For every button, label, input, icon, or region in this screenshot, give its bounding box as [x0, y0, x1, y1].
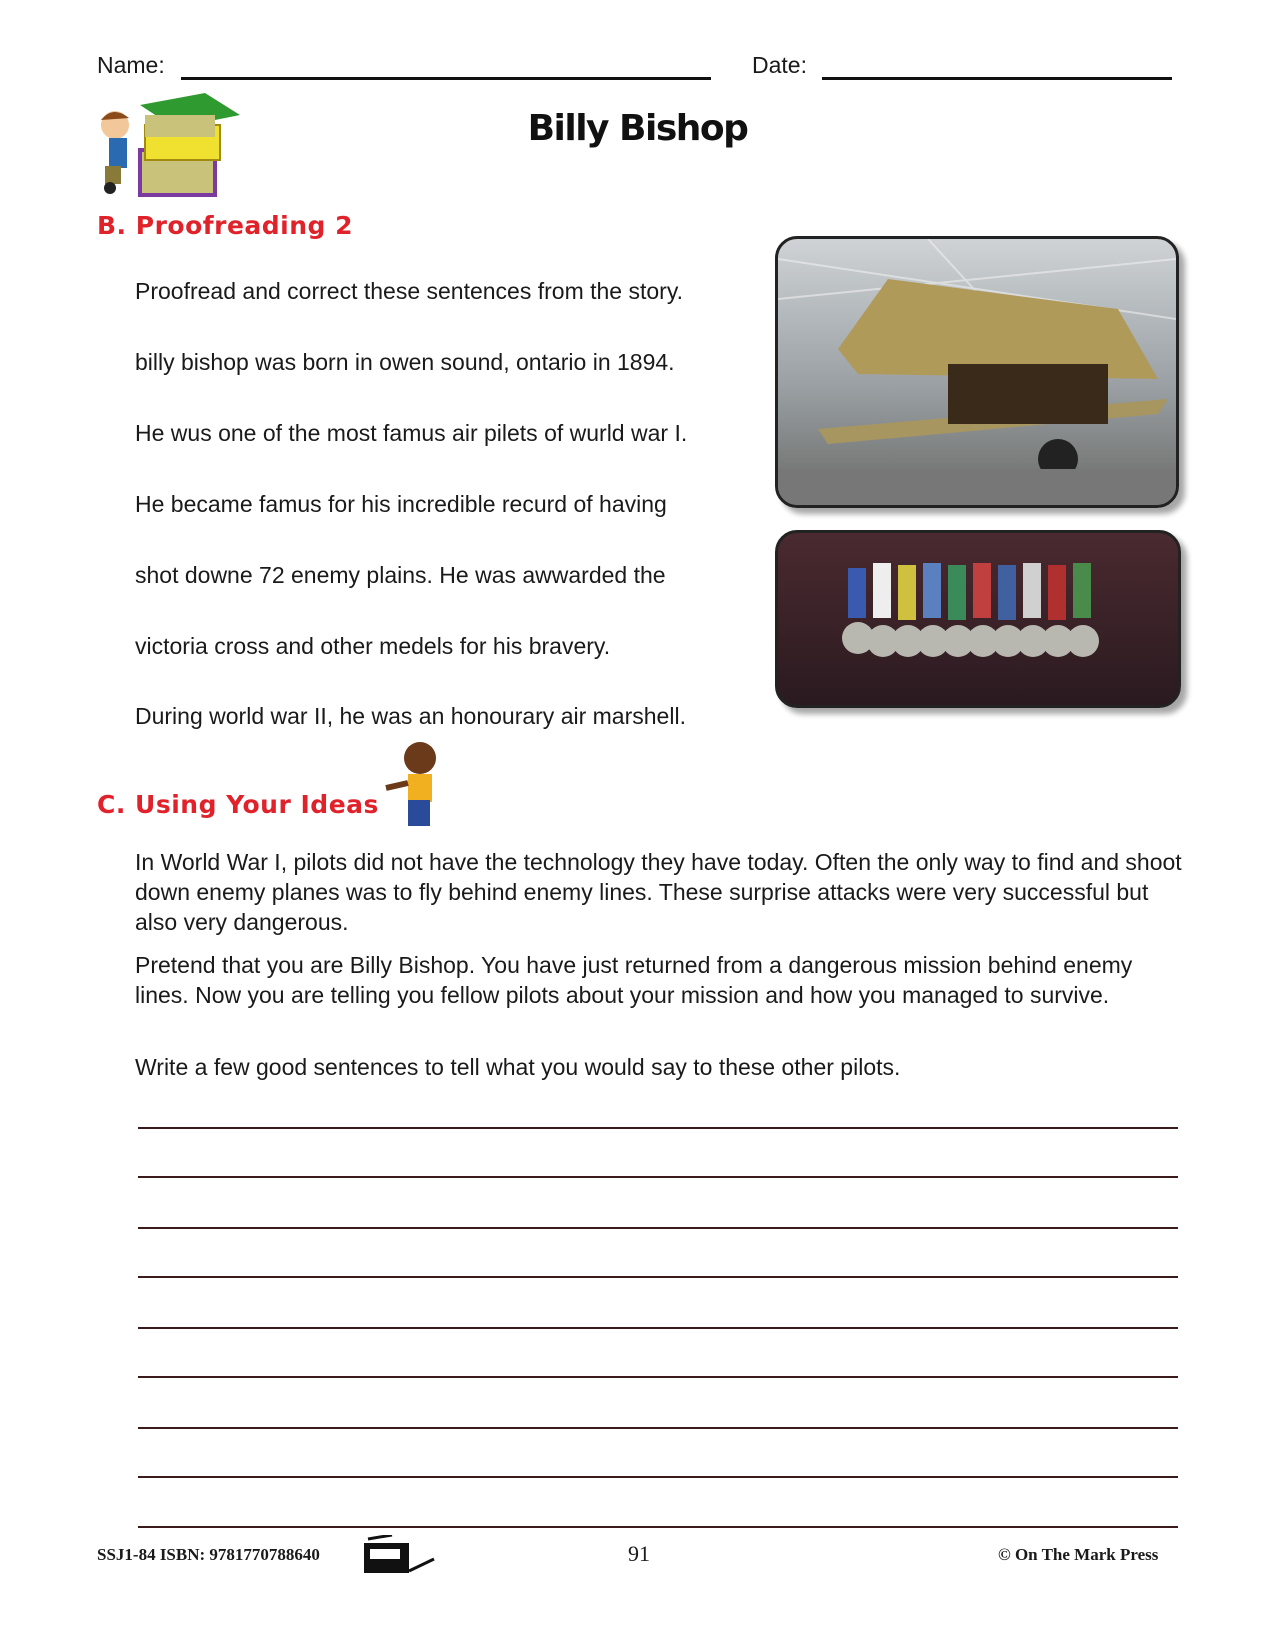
- kid-illustration: [378, 738, 443, 838]
- section-b-heading: B. Proofreading 2: [97, 211, 354, 240]
- writing-line[interactable]: [138, 1427, 1178, 1429]
- sentence: He became famus for his incredible recurd of having: [135, 491, 667, 517]
- biplane-photo: [775, 236, 1179, 508]
- writing-line[interactable]: [138, 1476, 1178, 1478]
- name-field[interactable]: [181, 77, 711, 80]
- writing-line[interactable]: [138, 1376, 1178, 1378]
- writing-line[interactable]: [138, 1127, 1178, 1129]
- footer-isbn: SSJ1-84 ISBN: 9781770788640: [97, 1545, 320, 1564]
- photocopier-icon: [362, 1535, 437, 1575]
- instruction-paragraph: Write a few good sentences to tell what you would say to these other pilots.: [135, 1054, 901, 1080]
- date-field[interactable]: [822, 77, 1172, 80]
- writing-line[interactable]: [138, 1526, 1178, 1528]
- medals-photo: [775, 530, 1181, 708]
- sentence: billy bishop was born in owen sound, ontario in 1894.: [135, 349, 675, 375]
- sentence: During world war II, he was an honourary air marshell.: [135, 703, 686, 729]
- sentence: shot downe 72 enemy plains. He was awwarded the: [135, 562, 666, 588]
- section-c-heading: C. Using Your Ideas: [97, 790, 379, 819]
- footer-copyright: © On The Mark Press: [998, 1545, 1159, 1564]
- sentence: victoria cross and other medels for his bravery.: [135, 633, 611, 659]
- context-paragraph: In World War I, pilots did not have the technology they have today. Often the only way to find and shoot down enemy planes was to fly behind enemy lines. These surprise attacks were very successful but also very dangerous.: [135, 849, 1182, 935]
- instruction-text: Proofread and correct these sentences from the story.: [135, 278, 684, 304]
- sentence: He wus one of the most famus air pilets of wurld war I.: [135, 420, 688, 446]
- writing-line[interactable]: [138, 1176, 1178, 1178]
- prompt-paragraph: Pretend that you are Billy Bishop. You have just returned from a dangerous mission behind enemy lines. Now you are telling you fellow pilots about your mission and how you managed to survive.: [135, 952, 1133, 1008]
- page-title: Billy Bishop: [527, 108, 748, 149]
- name-label: Name:: [97, 52, 165, 78]
- writing-line[interactable]: [138, 1276, 1178, 1278]
- page-number: 91: [628, 1541, 650, 1566]
- date-label: Date:: [752, 52, 807, 78]
- writing-line[interactable]: [138, 1327, 1178, 1329]
- writing-line[interactable]: [138, 1227, 1178, 1229]
